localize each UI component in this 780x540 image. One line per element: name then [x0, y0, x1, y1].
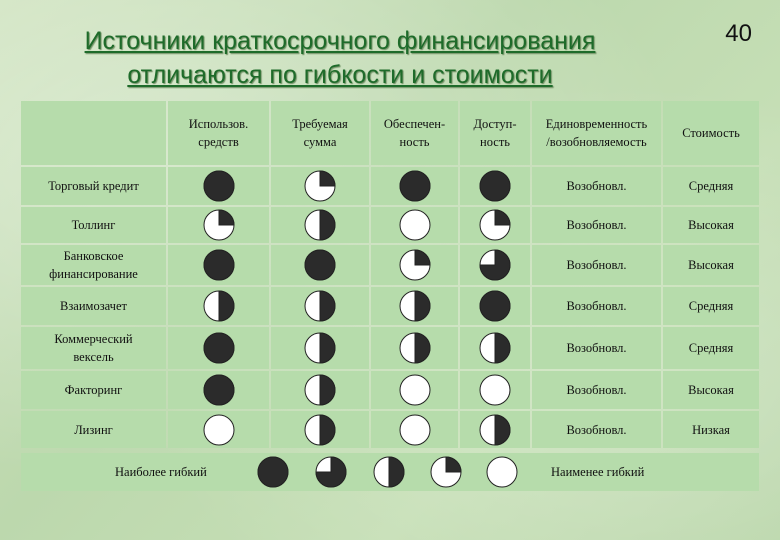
harvey-ball-icon: [304, 374, 336, 406]
cell-text-line: финансирование: [49, 267, 138, 281]
rating-cell: [460, 207, 530, 243]
rating-cell: [271, 245, 369, 285]
row-label: [21, 245, 166, 285]
harvey-ball-icon: [399, 170, 431, 202]
harvey-ball-icon: [203, 332, 235, 364]
rating-cell: [168, 167, 269, 205]
cost-cell: Средняя: [663, 327, 759, 369]
title-line-1: Источники краткосрочного финансирования: [84, 27, 596, 55]
renewal-cell: Возобновл.: [532, 245, 661, 285]
cell-text-line: Единовременность: [545, 117, 648, 131]
harvey-ball-icon: [399, 374, 431, 406]
renewal-cell: Возобновл.: [532, 167, 661, 205]
cell-text-line: Торговый кредит: [48, 179, 139, 193]
column-header: [271, 101, 369, 165]
harvey-ball-icon: [203, 209, 235, 241]
rating-cell: [168, 207, 269, 243]
rating-cell: [271, 287, 369, 325]
rating-cell: [271, 167, 369, 205]
rating-cell: [271, 411, 369, 448]
harvey-ball-icon: [304, 332, 336, 364]
rating-cell: [168, 371, 269, 409]
rating-cell: [271, 371, 369, 409]
row-label: [21, 371, 166, 409]
harvey-ball-icon: [479, 170, 511, 202]
rating-cell: [168, 287, 269, 325]
legend-harvey-ball-icon: [257, 456, 289, 488]
rating-cell: [460, 327, 530, 369]
harvey-ball-icon: [203, 170, 235, 202]
flexibility-table: [20, 100, 760, 492]
harvey-ball-icon: [479, 209, 511, 241]
rating-cell: [371, 371, 458, 409]
cell-text-line: ность: [480, 135, 510, 149]
cell-text-line: Взаимозачет: [60, 299, 127, 313]
rating-cell: [271, 327, 369, 369]
renewal-cell: Возобновл.: [532, 371, 661, 409]
harvey-ball-icon: [479, 332, 511, 364]
harvey-ball-icon: [203, 249, 235, 281]
cell-text-line: средств: [198, 135, 239, 149]
cost-cell: Высокая: [663, 207, 759, 243]
cell-text-line: Коммерческий: [54, 332, 133, 346]
cell-text-line: Использов.: [188, 117, 249, 131]
cell-text-line: Толлинг: [71, 218, 116, 232]
legend-most-flexible-label: Наиболее гибкий: [115, 465, 207, 479]
row-label: [21, 167, 166, 205]
renewal-cell: Возобновл.: [532, 207, 661, 243]
cell-text-line: Доступ-: [473, 117, 517, 131]
harvey-ball-icon: [399, 290, 431, 322]
cell-text-line: Факторинг: [64, 383, 123, 397]
cell-text-line: Обеспечен-: [383, 117, 446, 131]
harvey-ball-icon: [203, 374, 235, 406]
harvey-ball-icon: [399, 332, 431, 364]
legend-least-flexible-label: Наименее гибкий: [551, 465, 645, 479]
rating-cell: [371, 287, 458, 325]
column-header: [460, 101, 530, 165]
cost-cell: Средняя: [663, 287, 759, 325]
column-header: [168, 101, 269, 165]
cell-text-line: сумма: [303, 135, 337, 149]
harvey-ball-icon: [479, 414, 511, 446]
harvey-ball-icon: [479, 249, 511, 281]
rating-cell: [371, 245, 458, 285]
cell-text-line: Лизинг: [74, 422, 113, 437]
cost-cell: Высокая: [663, 245, 759, 285]
cell-text-line: Требуемая: [292, 117, 348, 131]
rating-cell: [271, 207, 369, 243]
renewal-cell: Возобновл.: [532, 287, 661, 325]
harvey-ball-icon: [399, 209, 431, 241]
rating-cell: [460, 167, 530, 205]
harvey-ball-icon: [304, 290, 336, 322]
harvey-ball-icon: [304, 249, 336, 281]
rating-cell: [168, 411, 269, 448]
rating-cell: [460, 245, 530, 285]
legend-row: [21, 453, 759, 491]
harvey-ball-icon: [479, 290, 511, 322]
legend-harvey-ball-icon: [373, 456, 405, 488]
harvey-ball-icon: [304, 209, 336, 241]
harvey-ball-icon: [399, 249, 431, 281]
harvey-ball-icon: [479, 374, 511, 406]
cell-text-line: /возобновляемость: [546, 135, 647, 149]
rating-cell: [371, 411, 458, 448]
cell-text-line: вексель: [73, 350, 114, 364]
cost-cell: Низкая: [663, 411, 759, 448]
rating-cell: [371, 167, 458, 205]
harvey-ball-icon: [304, 414, 336, 446]
cell-text-line: ность: [399, 135, 430, 149]
rating-cell: [371, 207, 458, 243]
legend-harvey-ball-icon: [430, 456, 462, 488]
harvey-ball-icon: [304, 170, 336, 202]
slide-title: [0, 24, 680, 92]
rating-cell: [460, 371, 530, 409]
rating-cell: [460, 411, 530, 448]
header-corner-cell: [21, 101, 166, 165]
renewal-cell: Возобновл.: [532, 411, 661, 448]
title-line-2: отличаются по гибкости и стоимости: [127, 61, 553, 89]
column-header: [371, 101, 458, 165]
page-number: 40: [725, 20, 752, 47]
cost-cell: Средняя: [663, 167, 759, 205]
row-label: [21, 207, 166, 243]
legend-harvey-ball-icon: [486, 456, 518, 488]
harvey-ball-icon: [203, 290, 235, 322]
column-header: [663, 101, 759, 165]
rating-cell: [168, 327, 269, 369]
row-label: [21, 411, 166, 448]
renewal-cell: Возобновл.: [532, 327, 661, 369]
harvey-ball-icon: [203, 414, 235, 446]
cell-text-line: Банковское: [63, 249, 124, 263]
rating-cell: [460, 287, 530, 325]
column-header: [532, 101, 661, 165]
row-label: [21, 287, 166, 325]
legend-harvey-ball-icon: [315, 456, 347, 488]
row-label: [21, 327, 166, 369]
harvey-ball-icon: [399, 414, 431, 446]
rating-cell: [168, 245, 269, 285]
rating-cell: [371, 327, 458, 369]
cell-text-line: Стоимость: [682, 126, 740, 140]
cost-cell: Высокая: [663, 371, 759, 409]
